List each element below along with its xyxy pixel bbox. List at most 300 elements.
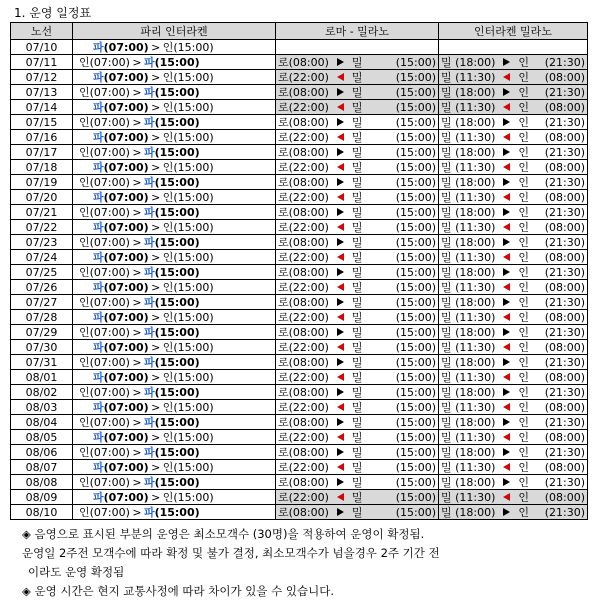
- arrow-glyph: >: [132, 235, 142, 249]
- rome-milan-cell: [276, 340, 439, 355]
- interlaken-milan-cell: [439, 235, 588, 250]
- arrow-right-icon: [337, 178, 344, 186]
- arrow-right-icon: [337, 268, 344, 276]
- inter-dest: 인: [518, 505, 530, 519]
- arrow-glyph: >: [132, 385, 142, 399]
- header-interlaken-milan: 인터라켄 밀라노: [439, 23, 588, 40]
- table-row: [11, 250, 588, 265]
- inter-arr-time: (21:30): [544, 145, 585, 159]
- interlaken-milan-cell: [439, 160, 588, 175]
- paris-interlaken-cell: [73, 490, 276, 505]
- row-date: 08/02: [11, 385, 73, 400]
- paris-interlaken-cell: [73, 145, 276, 160]
- arrow-right-icon: [503, 418, 510, 426]
- rome-milan-cell: [276, 445, 439, 460]
- arrow-right-icon: [337, 208, 344, 216]
- arrow-right-icon: [503, 148, 510, 156]
- inter-dest: 인: [518, 145, 530, 159]
- arrow-left-icon: [337, 103, 344, 111]
- row-date: 07/22: [11, 220, 73, 235]
- paris-arr-time: (15:00): [154, 205, 200, 219]
- interlaken-milan-cell: [439, 415, 588, 430]
- interlaken-milan-cell: [439, 445, 588, 460]
- rome-milan-cell: [276, 55, 439, 70]
- paris-dep-time: (07:00): [103, 130, 149, 144]
- arrow-glyph: >: [132, 265, 142, 279]
- paris-interlaken-cell: [73, 340, 276, 355]
- paris-interlaken-cell: [73, 415, 276, 430]
- arrow-glyph: >: [151, 460, 161, 474]
- rome-milan-cell: [276, 355, 439, 370]
- milan-dest: 밀: [351, 340, 363, 354]
- interlaken-milan-cell: [439, 340, 588, 355]
- paris-dest: 인: [162, 190, 174, 204]
- rome-arr-time: (15:00): [395, 265, 436, 279]
- paris-interlaken-cell: [73, 295, 276, 310]
- table-row: [11, 85, 588, 100]
- paris-dep-time: (07:00): [89, 445, 130, 459]
- paris-dep-time: (07:00): [89, 325, 130, 339]
- interlaken-milan-cell: [439, 205, 588, 220]
- row-date: 07/28: [11, 310, 73, 325]
- arrow-glyph: >: [132, 55, 142, 69]
- paris-interlaken-cell: [73, 235, 276, 250]
- rome-arr-time: (15:00): [395, 370, 436, 384]
- table-row: [11, 370, 588, 385]
- arrow-left-icon: [337, 163, 344, 171]
- row-date: 07/25: [11, 265, 73, 280]
- paris-arr-time: (15:00): [173, 40, 214, 54]
- inter-dep: 밀 (11:30): [441, 70, 496, 84]
- inter-dep: 밀 (11:30): [441, 130, 496, 144]
- arrow-glyph: >: [132, 175, 142, 189]
- row-date: 07/14: [11, 100, 73, 115]
- row-date: 08/09: [11, 490, 73, 505]
- paris-arr-time: (15:00): [154, 175, 200, 189]
- rome-arr-time: (15:00): [395, 190, 436, 204]
- rome-milan-cell: [276, 370, 439, 385]
- paris-dep-time: (07:00): [103, 100, 149, 114]
- inter-dest: 인: [518, 70, 530, 84]
- paris-interlaken-cell: [73, 160, 276, 175]
- milan-dest: 밀: [351, 70, 363, 84]
- inter-dest: 인: [518, 385, 530, 399]
- schedule-table: [10, 22, 588, 520]
- row-date: 07/11: [11, 55, 73, 70]
- arrow-right-icon: [337, 118, 344, 126]
- paris-arr-time: (15:00): [173, 280, 214, 294]
- rome-dep: 로(22:00): [278, 250, 329, 264]
- table-row: [11, 265, 588, 280]
- paris-dest: 인: [162, 490, 174, 504]
- paris-interlaken-cell: [73, 385, 276, 400]
- arrow-glyph: >: [151, 250, 161, 264]
- arrow-glyph: >: [132, 355, 142, 369]
- paris-dep-time: (07:00): [89, 295, 130, 309]
- inter-dep: 밀 (11:30): [441, 370, 496, 384]
- rome-arr-time: (15:00): [395, 235, 436, 249]
- row-date: 07/16: [11, 130, 73, 145]
- inter-dep: 밀 (18:00): [441, 235, 496, 249]
- inter-arr-time: (08:00): [544, 280, 585, 294]
- arrow-left-icon: [337, 253, 344, 261]
- inter-arr-time: (08:00): [544, 190, 585, 204]
- rome-dep: 로(08:00): [278, 445, 329, 459]
- rome-arr-time: (15:00): [395, 250, 436, 264]
- row-date: 08/10: [11, 505, 73, 520]
- table-row: [11, 325, 588, 340]
- inter-dest: 인: [518, 460, 530, 474]
- inter-dep: 밀 (11:30): [441, 490, 496, 504]
- inter-dep: 밀 (18:00): [441, 205, 496, 219]
- milan-dest: 밀: [351, 280, 363, 294]
- arrow-left-icon: [503, 313, 510, 321]
- row-date: 07/23: [11, 235, 73, 250]
- inter-dest: 인: [518, 340, 530, 354]
- rome-arr-time: (15:00): [395, 160, 436, 174]
- paris-arr-time: (15:00): [154, 85, 200, 99]
- arrow-glyph: >: [151, 100, 161, 114]
- inter-dep: 밀 (18:00): [441, 295, 496, 309]
- paris-arr-time: (15:00): [173, 340, 214, 354]
- interlaken-milan-cell: [439, 400, 588, 415]
- inter-arr-time: (21:30): [544, 235, 585, 249]
- arrow-glyph: >: [151, 400, 161, 414]
- table-row: [11, 415, 588, 430]
- interlaken-milan-cell: [439, 325, 588, 340]
- rome-dep: 로(22:00): [278, 220, 329, 234]
- rome-arr-time: (15:00): [395, 505, 436, 519]
- rome-dep: 로(08:00): [278, 415, 329, 429]
- paris-arr-time: (15:00): [173, 370, 214, 384]
- inter-dest: 인: [518, 265, 530, 279]
- inter-dep: 밀 (18:00): [441, 385, 496, 399]
- paris-arr-time: (15:00): [154, 415, 200, 429]
- arrow-right-icon: [503, 358, 510, 366]
- arrow-left-icon: [337, 133, 344, 141]
- rome-arr-time: (15:00): [395, 115, 436, 129]
- paris-interlaken-cell: [73, 445, 276, 460]
- interlaken-milan-cell: [439, 430, 588, 445]
- paris-dest: 파: [143, 85, 155, 99]
- table-row: [11, 205, 588, 220]
- paris-dest: 파: [143, 175, 155, 189]
- paris-interlaken-cell: [73, 190, 276, 205]
- table-row: [11, 70, 588, 85]
- arrow-right-icon: [503, 178, 510, 186]
- milan-dest: 밀: [351, 430, 363, 444]
- paris-interlaken-cell: [73, 175, 276, 190]
- inter-dep: 밀 (11:30): [441, 100, 496, 114]
- rome-arr-time: (15:00): [395, 475, 436, 489]
- section-heading: 1. 운영 일정표: [14, 6, 92, 20]
- row-date: 08/01: [11, 370, 73, 385]
- interlaken-milan-cell: [439, 265, 588, 280]
- paris-dest: 파: [143, 205, 155, 219]
- row-date: 07/10: [11, 40, 73, 55]
- inter-dep: 밀 (11:30): [441, 280, 496, 294]
- rome-arr-time: (15:00): [395, 400, 436, 414]
- paris-dep-time: (07:00): [89, 235, 130, 249]
- inter-dep: 밀 (11:30): [441, 220, 496, 234]
- table-row: [11, 295, 588, 310]
- rome-arr-time: (15:00): [395, 340, 436, 354]
- inter-dest: 인: [518, 100, 530, 114]
- inter-dep: 밀 (18:00): [441, 115, 496, 129]
- inter-dest: 인: [518, 160, 530, 174]
- paris-arr-time: (15:00): [154, 295, 200, 309]
- interlaken-milan-cell: [439, 355, 588, 370]
- rome-milan-cell: [276, 295, 439, 310]
- inter-arr-time: (08:00): [544, 100, 585, 114]
- arrow-left-icon: [503, 193, 510, 201]
- inter-dest: 인: [518, 250, 530, 264]
- rome-arr-time: (15:00): [395, 385, 436, 399]
- paris-interlaken-cell: [73, 100, 276, 115]
- interlaken-milan-cell: [439, 85, 588, 100]
- arrow-left-icon: [337, 403, 344, 411]
- rome-arr-time: (15:00): [395, 415, 436, 429]
- arrow-right-icon: [503, 478, 510, 486]
- rome-dep: 로(22:00): [278, 160, 329, 174]
- paris-origin: 인: [79, 145, 90, 159]
- milan-dest: 밀: [351, 235, 363, 249]
- paris-dep-time: (07:00): [103, 340, 149, 354]
- milan-dest: 밀: [351, 505, 363, 519]
- interlaken-milan-cell: [439, 490, 588, 505]
- table-row: [11, 310, 588, 325]
- interlaken-milan-cell: [439, 310, 588, 325]
- milan-dest: 밀: [351, 370, 363, 384]
- milan-dest: 밀: [351, 115, 363, 129]
- rome-dep: 로(22:00): [278, 340, 329, 354]
- paris-origin: 인: [79, 175, 90, 189]
- interlaken-milan-cell: [439, 370, 588, 385]
- paris-interlaken-cell: [73, 70, 276, 85]
- note-confirmation-rule: 운영일 2주전 모객수에 따라 확정 및 불가 결정, 최소모객수가 넘을경우 2주 기간 전: [22, 546, 440, 560]
- arrow-glyph: >: [151, 190, 161, 204]
- table-row: [11, 145, 588, 160]
- arrow-right-icon: [337, 388, 344, 396]
- rome-milan-cell: [276, 130, 439, 145]
- arrow-left-icon: [337, 343, 344, 351]
- arrow-left-icon: [503, 373, 510, 381]
- row-date: 08/08: [11, 475, 73, 490]
- rome-milan-cell: [276, 100, 439, 115]
- paris-dest: 인: [162, 430, 174, 444]
- paris-arr-time: (15:00): [154, 445, 200, 459]
- inter-dest: 인: [518, 85, 530, 99]
- arrow-right-icon: [337, 418, 344, 426]
- paris-arr-time: (15:00): [154, 115, 200, 129]
- paris-arr-time: (15:00): [173, 70, 214, 84]
- milan-dest: 밀: [351, 190, 363, 204]
- milan-dest: 밀: [351, 205, 363, 219]
- paris-origin: 인: [79, 505, 90, 519]
- milan-dest: 밀: [351, 250, 363, 264]
- paris-arr-time: (15:00): [173, 310, 214, 324]
- rome-arr-time: (15:00): [395, 85, 436, 99]
- interlaken-milan-cell: [439, 505, 588, 520]
- inter-arr-time: (08:00): [544, 160, 585, 174]
- rome-arr-time: (15:00): [395, 295, 436, 309]
- arrow-glyph: >: [151, 430, 161, 444]
- rome-arr-time: (15:00): [395, 490, 436, 504]
- rome-milan-cell: [276, 115, 439, 130]
- paris-arr-time: (15:00): [154, 385, 200, 399]
- inter-dest: 인: [518, 130, 530, 144]
- inter-dep: 밀 (18:00): [441, 475, 496, 489]
- paris-dest: 파: [143, 475, 155, 489]
- inter-dest: 인: [518, 490, 530, 504]
- inter-dest: 인: [518, 55, 530, 69]
- inter-dest: 인: [518, 190, 530, 204]
- rome-dep: 로(08:00): [278, 385, 329, 399]
- arrow-left-icon: [503, 253, 510, 261]
- milan-dest: 밀: [351, 385, 363, 399]
- paris-origin: 파: [93, 370, 104, 384]
- arrow-left-icon: [503, 283, 510, 291]
- paris-arr-time: (15:00): [154, 475, 200, 489]
- paris-arr-time: (15:00): [173, 460, 214, 474]
- arrow-left-icon: [337, 223, 344, 231]
- rome-milan-cell: [276, 280, 439, 295]
- arrow-right-icon: [337, 508, 344, 516]
- paris-dep-time: (07:00): [103, 460, 149, 474]
- paris-interlaken-cell: [73, 130, 276, 145]
- paris-origin: 파: [93, 490, 104, 504]
- paris-origin: 파: [93, 40, 104, 54]
- inter-dep: 밀 (11:30): [441, 340, 496, 354]
- paris-interlaken-cell: [73, 355, 276, 370]
- rome-dep: 로(08:00): [278, 265, 329, 279]
- paris-origin: 인: [79, 85, 90, 99]
- table-row: [11, 190, 588, 205]
- paris-dep-time: (07:00): [103, 430, 149, 444]
- paris-origin: 파: [93, 400, 104, 414]
- paris-interlaken-cell: [73, 505, 276, 520]
- interlaken-milan-cell: [439, 70, 588, 85]
- paris-interlaken-cell: [73, 280, 276, 295]
- rome-milan-cell: [276, 265, 439, 280]
- rome-dep: 로(08:00): [278, 295, 329, 309]
- row-date: 07/21: [11, 205, 73, 220]
- rome-milan-cell: [276, 235, 439, 250]
- inter-dep: 밀 (11:30): [441, 460, 496, 474]
- paris-dep-time: (07:00): [89, 475, 130, 489]
- paris-dest: 파: [143, 115, 155, 129]
- inter-arr-time: (08:00): [544, 400, 585, 414]
- milan-dest: 밀: [351, 85, 363, 99]
- note-confirmation-rule-cont: 이라도 운영 확정됨: [28, 565, 125, 579]
- row-date: 08/06: [11, 445, 73, 460]
- paris-origin: 인: [79, 325, 90, 339]
- inter-arr-time: (08:00): [544, 220, 585, 234]
- paris-arr-time: (15:00): [154, 325, 200, 339]
- paris-dep-time: (07:00): [89, 205, 130, 219]
- notes: [22, 525, 440, 601]
- arrow-right-icon: [337, 448, 344, 456]
- paris-origin: 인: [79, 385, 90, 399]
- paris-interlaken-cell: [73, 250, 276, 265]
- paris-dest: 인: [162, 70, 174, 84]
- arrow-left-icon: [337, 313, 344, 321]
- arrow-right-icon: [503, 208, 510, 216]
- interlaken-milan-cell: [439, 280, 588, 295]
- inter-dest: 인: [518, 220, 530, 234]
- arrow-left-icon: [503, 463, 510, 471]
- table-header-row: [11, 23, 588, 40]
- milan-dest: 밀: [351, 145, 363, 159]
- rome-milan-cell: [276, 430, 439, 445]
- arrow-left-icon: [503, 133, 510, 141]
- milan-dest: 밀: [351, 55, 363, 69]
- paris-origin: 파: [93, 460, 104, 474]
- row-date: 07/26: [11, 280, 73, 295]
- paris-arr-time: (15:00): [173, 160, 214, 174]
- inter-dest: 인: [518, 205, 530, 219]
- inter-dep: 밀 (11:30): [441, 430, 496, 444]
- arrow-glyph: >: [151, 310, 161, 324]
- milan-dest: 밀: [351, 175, 363, 189]
- inter-arr-time: (21:30): [544, 115, 585, 129]
- inter-dest: 인: [518, 280, 530, 294]
- arrow-glyph: >: [132, 85, 142, 99]
- inter-dest: 인: [518, 445, 530, 459]
- inter-arr-time: (21:30): [544, 295, 585, 309]
- paris-arr-time: (15:00): [173, 430, 214, 444]
- paris-arr-time: (15:00): [154, 265, 200, 279]
- paris-origin: 인: [79, 445, 90, 459]
- inter-dep: 밀 (18:00): [441, 265, 496, 279]
- paris-dep-time: (07:00): [89, 385, 130, 399]
- rome-milan-cell: [276, 190, 439, 205]
- paris-dest: 파: [143, 265, 155, 279]
- paris-dep-time: (07:00): [89, 55, 130, 69]
- paris-dest: 파: [143, 145, 155, 159]
- rome-arr-time: (15:00): [395, 325, 436, 339]
- paris-arr-time: (15:00): [173, 130, 214, 144]
- inter-dep: 밀 (18:00): [441, 175, 496, 189]
- arrow-glyph: >: [151, 220, 161, 234]
- arrow-left-icon: [503, 103, 510, 111]
- row-date: 08/03: [11, 400, 73, 415]
- arrow-glyph: >: [151, 70, 161, 84]
- arrow-glyph: >: [151, 340, 161, 354]
- interlaken-milan-cell: [439, 175, 588, 190]
- paris-origin: 인: [79, 55, 90, 69]
- arrow-right-icon: [337, 88, 344, 96]
- paris-origin: 인: [79, 235, 90, 249]
- paris-dep-time: (07:00): [89, 175, 130, 189]
- inter-dest: 인: [518, 175, 530, 189]
- table-row: [11, 235, 588, 250]
- arrow-right-icon: [503, 448, 510, 456]
- paris-interlaken-cell: [73, 265, 276, 280]
- milan-dest: 밀: [351, 490, 363, 504]
- paris-dest: 파: [143, 385, 155, 399]
- rome-arr-time: (15:00): [395, 430, 436, 444]
- arrow-right-icon: [337, 328, 344, 336]
- arrow-left-icon: [503, 403, 510, 411]
- inter-dest: 인: [518, 325, 530, 339]
- table-row: [11, 430, 588, 445]
- row-date: 07/31: [11, 355, 73, 370]
- arrow-left-icon: [337, 193, 344, 201]
- inter-dest: 인: [518, 430, 530, 444]
- inter-dep: 밀 (11:30): [441, 160, 496, 174]
- paris-arr-time: (15:00): [173, 400, 214, 414]
